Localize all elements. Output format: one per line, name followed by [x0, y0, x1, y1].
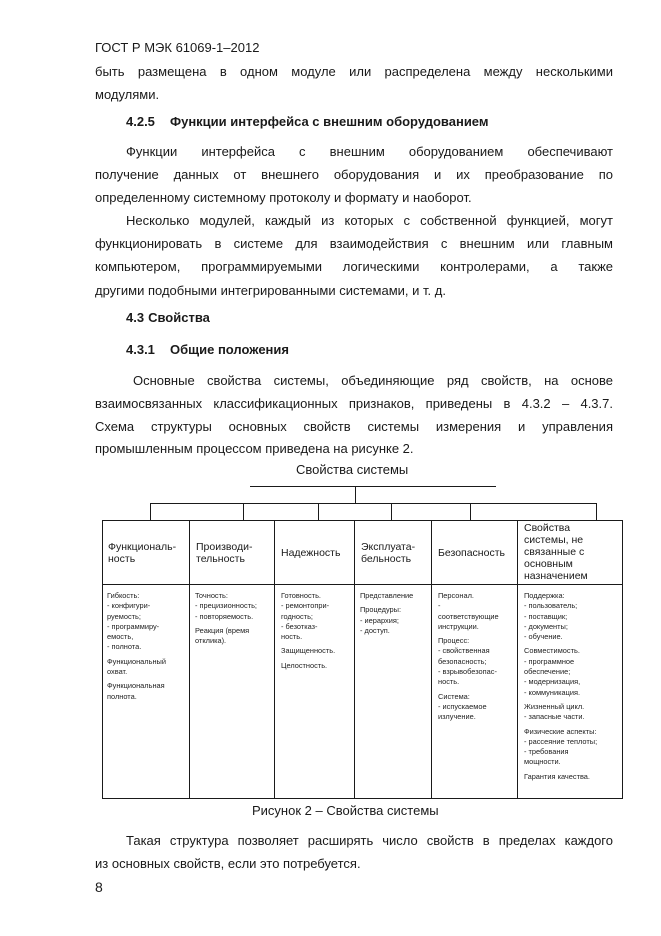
figure-caption: Рисунок 2 – Свойства системы — [252, 803, 439, 818]
para-props-line2: взаимосвязанных классификационных признаков, приведены в 4.3.2 – 4.3.7. — [95, 396, 613, 411]
column-divider — [189, 585, 190, 798]
details-safety: Персонал. - соответствующие инструкции. Процесс: - свойственная безопасность; - взрывобезопас- ность. Система: - испускаемое излучение. — [438, 591, 499, 722]
details-reliability: Готовность. - ремонтопри- годность; - безотказ- ность. Защищенность. Целостность. — [281, 591, 336, 670]
branch-drop — [470, 503, 471, 521]
para-modules-line4: другими подобными интегрированными системами, и т. д. — [95, 283, 446, 298]
frame-bottom-border — [102, 798, 623, 799]
document-header: ГОСТ Р МЭК 61069-1–2012 — [95, 40, 260, 55]
para-final-line2: из основных свойств, если это потребуется. — [95, 856, 361, 871]
para-modules-line1: Несколько модулей, каждый из которых с собственной функцией, могут — [126, 213, 613, 228]
section-number: 4.2.5 — [126, 114, 155, 129]
branch-drop — [243, 503, 244, 521]
details-performance: Точность: - прецизионность; - повторяемость. Реакция (время отклика). — [195, 591, 257, 646]
para-props-line3: Схема структуры основных свойств системы измерения и управления — [95, 419, 613, 434]
section-title: Свойства — [148, 310, 210, 325]
para-top-line1: быть размещена в одном модуле или распределена между несколькими — [95, 64, 613, 79]
branch-drop — [150, 503, 151, 521]
box-safety: Безопасность — [432, 521, 518, 585]
branch-drop — [391, 503, 392, 521]
para-functions-line2: получение данных от внешнего оборудования и их преобразование по — [95, 167, 613, 182]
column-divider — [431, 585, 432, 798]
section-heading-4-3-1 — [126, 342, 289, 357]
para-modules-line2: функционировать в системе для взаимодействия с внешним или главным — [95, 236, 613, 251]
section-number: 4.3 — [126, 310, 145, 325]
box-performance: Производи- тельность — [190, 521, 275, 585]
details-non-task-properties: Поддержка: - пользователь; - поставщик; - документы; - обучение. Совместимость. - программное обеспечение; - модернизация, - коммуникация. Жизненный цикл. - запасные части. Физические аспекты: - рассеяние теплоты; - требования мощности. Гарантия качества. — [524, 591, 598, 781]
column-divider — [274, 585, 275, 798]
diagram-root-label: Свойства системы — [296, 462, 409, 477]
details-functionality: Гибкость: - конфигури- руемость; - программиру- емость, - полнота. Функциональный охват. Функциональная полнота. — [107, 591, 166, 701]
box-operability: Эксплуата- бельность — [355, 521, 432, 585]
para-props-line1: Основные свойства системы, объединяющие ряд свойств, на основе — [133, 373, 613, 388]
box-reliability: Надежность — [275, 521, 355, 585]
para-functions-line1: Функции интерфейса с внешним оборудованием обеспечивают — [126, 144, 613, 159]
para-final-line1: Такая структура позволяет расширять число свойств в пределах каждого — [126, 833, 613, 848]
page-number: 8 — [95, 879, 103, 895]
section-number: 4.3.1 — [126, 342, 155, 357]
section-title: Функции интерфейса с внешним оборудованием — [170, 114, 489, 129]
branch-drop — [318, 503, 319, 521]
para-modules-line3: компьютером, программируемыми логическими контролерами, а также — [95, 259, 613, 274]
branch-line — [150, 503, 597, 504]
root-underline — [250, 486, 496, 487]
para-functions-line3: определенному системному протоколу и формату и наоборот. — [95, 190, 472, 205]
section-title: Общие положения — [170, 342, 289, 357]
details-operability: Представление Процедуры: - иерархия; - доступ. — [360, 591, 414, 635]
section-heading-4-2-5 — [126, 114, 488, 129]
frame-right-border — [622, 585, 623, 798]
para-props-line4: промышленным процессом приведена на рисунке 2. — [95, 441, 414, 456]
column-divider — [354, 585, 355, 798]
section-heading-4-3 — [126, 310, 210, 325]
para-top-line2: модулями. — [95, 87, 160, 102]
column-divider — [517, 585, 518, 798]
branch-drop — [596, 503, 597, 521]
box-functionality: Функциональ- ность — [102, 521, 190, 585]
box-non-task-properties: Свойства системы, не связанные с основным назначением — [518, 521, 623, 585]
root-connector — [355, 486, 356, 504]
